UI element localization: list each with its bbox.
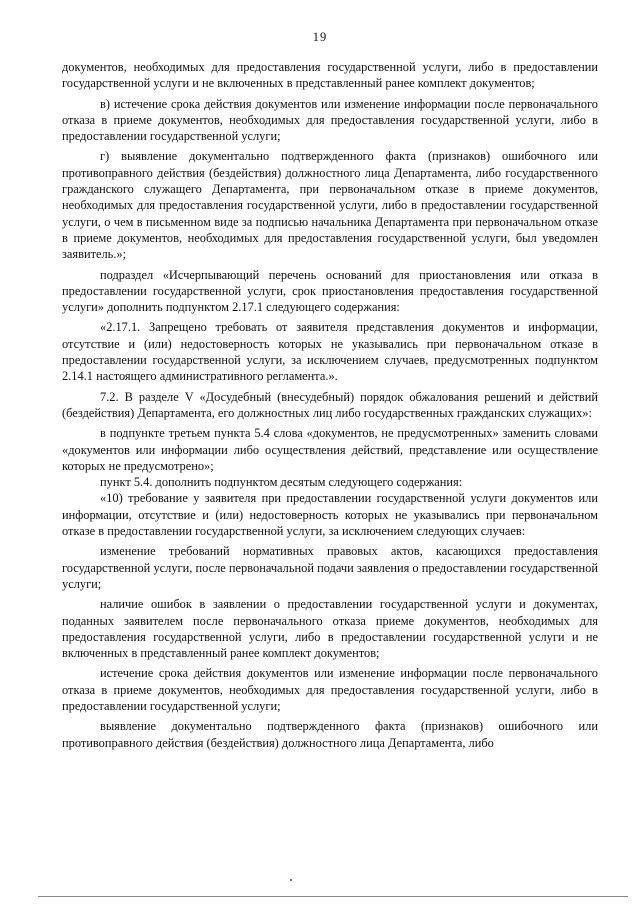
scan-speck: [290, 879, 292, 881]
paragraph-point-5-4: пункт 5.4. дополнить подпунктом десятым следующего содержания:: [100, 475, 463, 490]
paragraph-subsection-amendment: подраздел «Исчерпывающий перечень оснований для приостановления или отказа в предоставлении государственной услуги, срок приостановления предоставления государственной услуги» дополнить подпунктом 2.17.1 следующего содержания:: [62, 267, 598, 315]
paragraph-case-errors: наличие ошибок в заявлении о предоставлении государственной услуги и документах, поданных заявителем после первоначального отказа приеме документов, необходимых для предоставления государственной услуги, либо в предоставлении государственной услуги и не включенных в представленный ранее комплект документов;: [62, 597, 598, 661]
paragraph-case-fault: выявление документально подтвержденного факта (признаков) ошибочного или противоправного действия (бездействия) должностного лица Департамента, либо: [62, 719, 598, 750]
paragraph-continuation: документов, необходимых для предоставления государственной услуги, либо в предоставлении государственной услуги и не включенных в представленный ранее комплект документов;: [62, 60, 598, 91]
paragraph-subclause-10: «10) требование у заявителя при предоставлении государственной услуги документов или информации, отсутствие и (или) недостоверность которых не указывались при первоначальном отказе в предоставлении государственной услуги, за исключением следующих случаев:: [62, 491, 598, 539]
paragraph-subclause-third: в подпункте третьем пункта 5.4 слова «документов, не предусмотренных» заменить словами «документов или информации либо осуществления действий, представление или осуществление которых не предусмотрено»;: [62, 426, 598, 473]
paragraph-case-requirements: изменение требований нормативных правовых актов, касающихся предоставления государственной услуги, после первоначальной подачи заявления о предоставлении государственной услуги;: [62, 544, 598, 591]
page-bottom-edge: [38, 896, 628, 897]
paragraph-item-v: в) истечение срока действия документов или изменение информации после первоначального отказа в приеме документов, необходимых для предоставления государственной услуги, либо в предоставлении государственной услуги;: [62, 96, 598, 144]
document-body: [62, 59, 598, 751]
page-number: 19: [312, 30, 328, 44]
paragraph-section-7-2: 7.2. В разделе V «Досудебный (внесудебный) порядок обжалования решений и действий (бездействия) Департамента, его должностных лиц либо государственных гражданских служащих»:: [62, 389, 598, 420]
paragraph-clause-2-17-1: «2.17.1. Запрещено требовать от заявителя представления документов и информации, отсутствие и (или) недостоверность которых не указывались при первоначальном отказе в предоставлении государственной услуги, за исключением случаев, предусмотренных подпунктом 2.14.1 настоящего административного регламента.».: [62, 320, 598, 384]
paragraph-case-expiry: истечение срока действия документов или изменение информации после первоначального отказа в приеме документов, необходимых для предоставления государственной услуги, либо в предоставлении государственной услуги;: [62, 666, 598, 713]
paragraph-item-g: г) выявление документально подтвержденного факта (признаков) ошибочного или противоправного действия (бездействия) должностного лица Департамента, либо государственного гражданского служащего Департамента, при первоначальном отказе в приеме документов, необходимых для предоставления государственной услуги, либо в предоставлении государственной услуги, о чем в письменном виде за подписью начальника Департамента при первоначальном отказе в приеме документов, необходимых для предоставления государственной услуги, был уведомлен заявитель.»;: [62, 149, 598, 262]
